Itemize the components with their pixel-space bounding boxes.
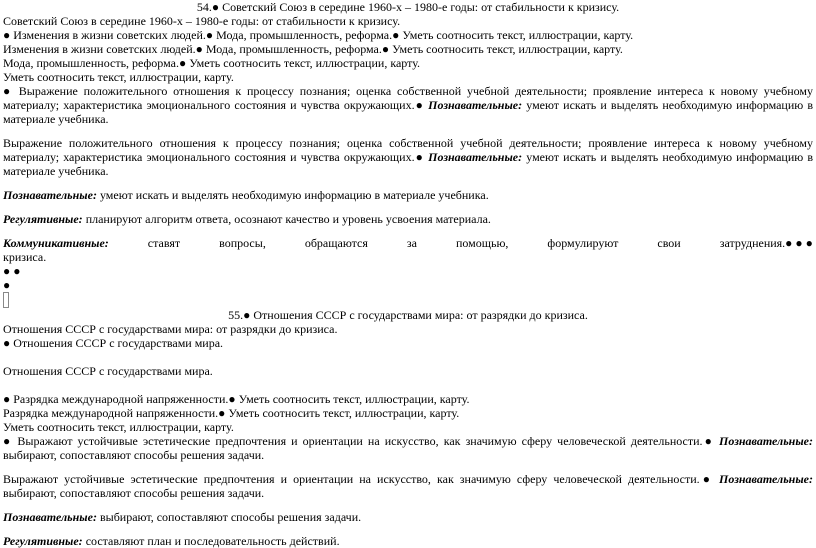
section-54-line: Уметь соотносить текст, иллюстрации, карту. xyxy=(3,70,234,84)
section-54-line: ● Изменения в жизни советских людей.● Мода, промышленность, реформа.● Уметь соотносить текст, иллюстрации, карту. xyxy=(3,28,634,42)
paragraph-text: ● Выражают устойчивые эстетические предпочтения и ориентации на искусство, как значимую сферу человеческой деятельности.● xyxy=(3,434,714,449)
section-54-heading: 54.● Советский Союз в середине 1960-х – 1980-е годы: от стабильности к кризису. xyxy=(196,0,620,14)
section-55-paragraph xyxy=(3,434,813,462)
bullet-row: ● ● xyxy=(3,264,21,278)
comm-word: вопросы, xyxy=(219,236,266,250)
paragraph-text: умеют искать и выделять необходимую информацию в материале учебника. xyxy=(3,150,814,178)
section-54-paragraph xyxy=(3,136,813,178)
frame-marker xyxy=(3,292,9,308)
section-54-line: Изменения в жизни советских людей.● Мода, промышленность, реформа.● Уметь соотносить текст, иллюстрации, карту. xyxy=(3,42,623,56)
paragraph-text: умеют искать и выделять необходимую информацию в материале учебника. xyxy=(99,188,489,202)
paragraph-text: планируют алгоритм ответа, осознают качество и уровень усвоения материала. xyxy=(85,212,491,226)
paragraph-text: Выражение положительного отношения к процессу познания; оценка собственной учебной деятельности; проявление интереса к новому учебному материалу; характеристика эмоционального состояния и чувства окружающих.● xyxy=(3,136,813,164)
cognitive-label: Познавательные: xyxy=(719,434,813,449)
comm-word: помощью, xyxy=(455,236,509,250)
paragraph-text: выбирают, сопоставляют способы решения задачи. xyxy=(3,486,265,501)
cognitive-label: Познавательные: xyxy=(3,188,97,202)
cognitive-label: Познавательные: xyxy=(3,510,97,525)
section-55-line: Уметь соотносить текст, иллюстрации, карту. xyxy=(3,420,234,435)
cognitive-label: Познавательные: xyxy=(428,98,523,112)
regulative-label: Регулятивные: xyxy=(3,534,83,548)
regulative-label: Регулятивные: xyxy=(3,212,83,226)
section-55-cognitive xyxy=(3,510,813,524)
comm-word: обращаются xyxy=(304,236,368,250)
section-55-line: ● Разрядка международной напряженности.● Уметь соотносить текст, иллюстрации, карту. xyxy=(3,392,470,407)
paragraph-text: выбирают, сопоставляют способы решения задачи. xyxy=(3,448,265,463)
paragraph-text: ● Выражение положительного отношения к процессу познания; оценка собственной учебной деятельности; проявление интереса к новому учебному материалу; характеристика эмоционального состояния и чувства окружающих.● xyxy=(3,84,813,112)
section-55-heading: 55.● Отношения СССР с государствами мира: от разрядки до кризиса. xyxy=(228,308,588,323)
section-54-line: Мода, промышленность, реформа.● Уметь соотносить текст, иллюстрации, карту. xyxy=(3,56,421,70)
paragraph-text: Выражают устойчивые эстетические предпочтения и ориентации на искусство, как значимую сферу человеческой деятельности.● xyxy=(3,472,713,487)
section-55-line: Отношения СССР с государствами мира: от разрядки до кризиса. xyxy=(3,322,338,337)
comm-word: формулируют xyxy=(547,236,619,250)
paragraph-text: умеют искать и выделять необходимую информацию в материале учебника. xyxy=(3,98,814,126)
comm-word: затруднения.● ● ● xyxy=(719,236,813,250)
section-54-communicative xyxy=(3,236,813,250)
comm-word: ставят xyxy=(147,236,181,250)
paragraph-text: составляют план и последовательность действий. xyxy=(85,534,340,548)
empty-frame xyxy=(3,292,813,308)
section-55-line: ● Отношения СССР с государствами мира. xyxy=(3,336,224,351)
cognitive-label: Познавательные: xyxy=(719,472,813,487)
section-54-paragraph xyxy=(3,84,813,126)
section-55-paragraph xyxy=(3,472,813,500)
paragraph-text: выбирают, сопоставляют способы решения задачи. xyxy=(99,510,362,525)
section-54-regulative xyxy=(3,212,813,226)
section-54-line: Советский Союз в середине 1960-х – 1980-е годы: от стабильности к кризису. xyxy=(3,14,401,28)
communicative-label: Коммуникативные: xyxy=(3,236,109,250)
bullet-row: ● xyxy=(3,278,11,292)
comm-word: за xyxy=(406,236,417,250)
section-55-line: Разрядка международной напряженности.● Уметь соотносить текст, иллюстрации, карту. xyxy=(3,406,460,421)
comm-word: свои xyxy=(657,236,681,250)
section-54-cognitive xyxy=(3,188,813,202)
section-55-regulative xyxy=(3,534,813,548)
section-54-line: кризиса. xyxy=(3,250,47,264)
section-55-line: Отношения СССР с государствами мира. xyxy=(3,364,213,379)
cognitive-label: Познавательные: xyxy=(428,150,523,164)
